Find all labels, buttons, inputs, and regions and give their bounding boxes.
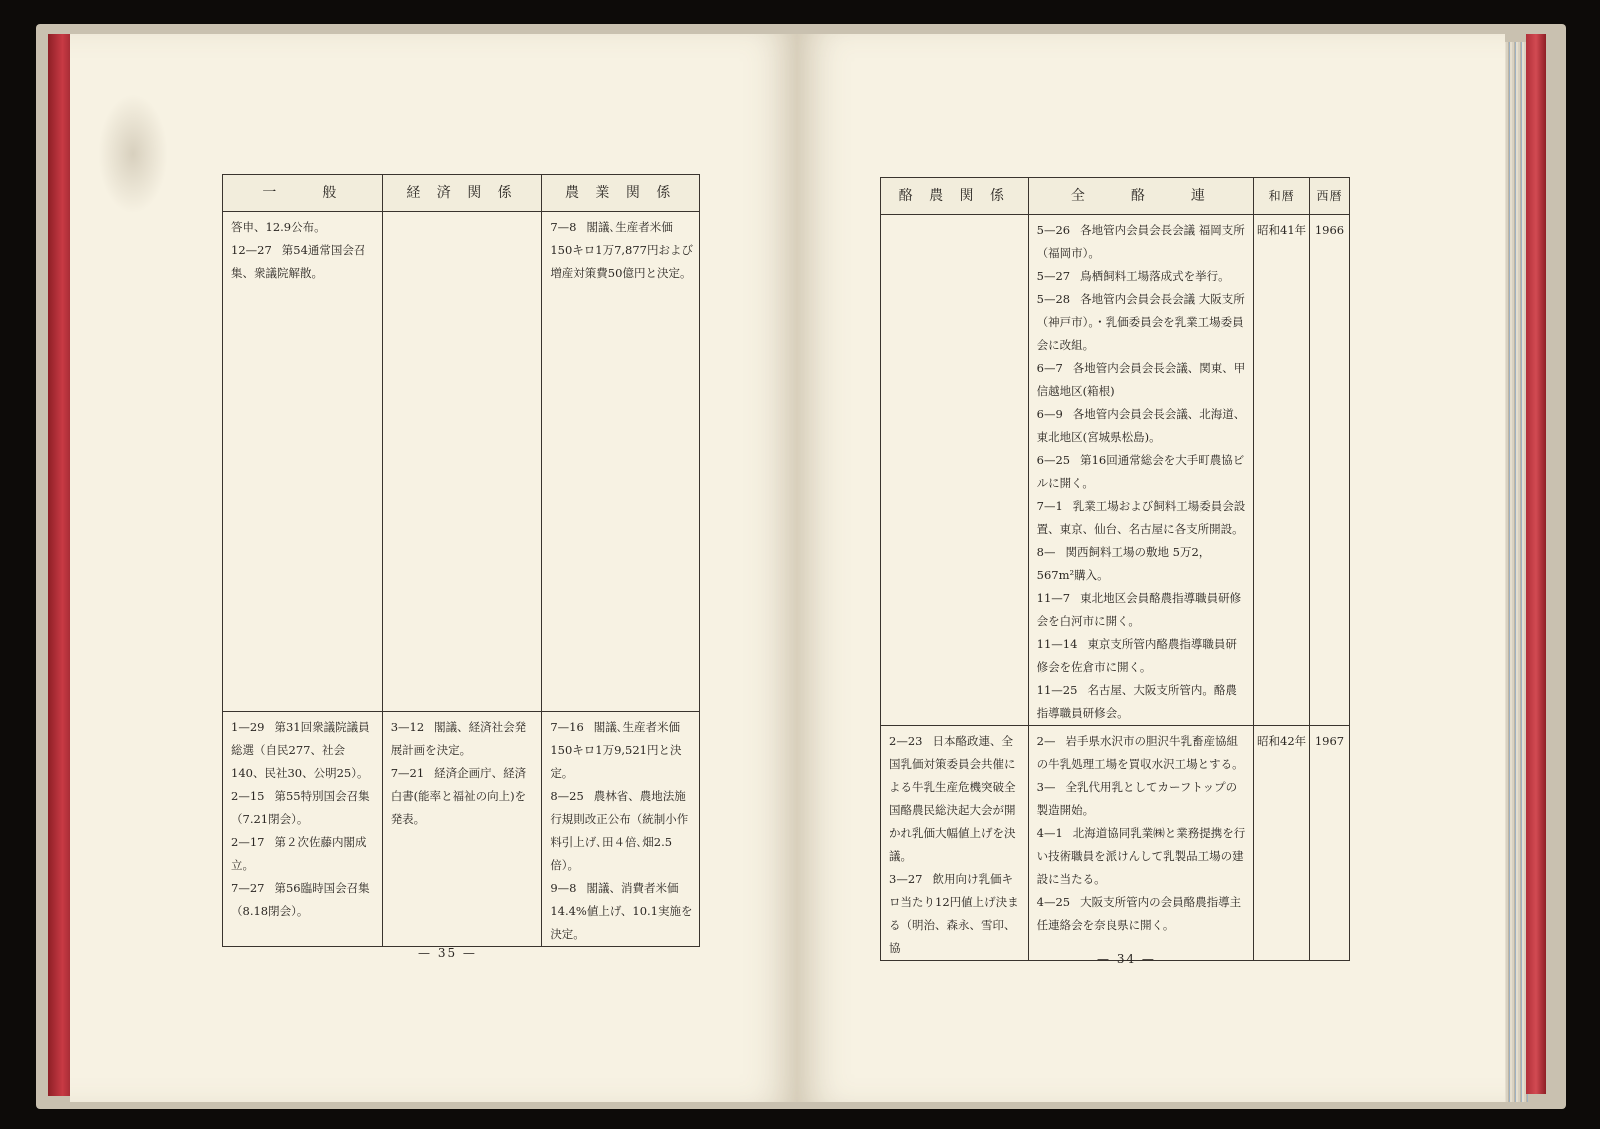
economy-cell (382, 212, 542, 712)
list-item: 8—25 農林省、農地法施行規則改正公布（統制小作料引上げ､田４倍､畑2.5倍）。 (550, 789, 689, 872)
header-dairy: 酪 農 関 係 (881, 178, 1029, 215)
general-cell (223, 212, 383, 712)
list-item: 2—17 第２次佐藤内閣成立。 (231, 835, 367, 872)
list-item: 答申、12.9公布。 (231, 220, 326, 234)
list-item: 5—27 鳥栖飼料工場落成式を挙行。 (1036, 269, 1230, 283)
list-item: 2—15 第55特別国会召集（7.21閉会）。 (231, 789, 370, 826)
list-item: 4—1 北海道協同乳業㈱と業務提携を行い技術職員を派けんして乳製品工場の建設に当たる。 (1036, 826, 1246, 886)
wareki-cell: 昭和42年 (1254, 726, 1310, 961)
seireki-cell: 1966 (1310, 215, 1350, 726)
dairy-cell (881, 726, 1029, 961)
general-cell (223, 712, 383, 947)
list-item: 8— 関西飼料工場の敷地 5万2，567m²購入。 (1036, 545, 1211, 582)
list-item: 3— 全乳代用乳としてカーフトップの製造開始。 (1036, 780, 1238, 817)
list-item: 3—12 閣議、経済社会発展計画を決定。 (390, 720, 527, 757)
list-item: 7—16 閣議､生産者米価150キロ1万9,521円と決定。 (550, 720, 682, 780)
list-item: 2—23 日本酪政連、全国乳価対策委員会共催による牛乳生産危機突破全国酪農民総決起大会が開かれ乳価大幅値上げを決議。 (889, 734, 1016, 863)
header-zenrakuren: 全 酪 連 (1028, 178, 1253, 215)
agriculture-cell (542, 712, 700, 947)
header-seireki: 西暦 (1310, 178, 1350, 215)
list-item: 3—27 飲用向け乳価キロ当たり12円値上げ決まる（明治、森永、雪印、協 (889, 872, 1019, 955)
page-stain (98, 94, 168, 214)
economy-cell (382, 712, 542, 947)
list-item: 6—9 各地管内会員会長会議、北海道、東北地区(宮城県松島)。 (1036, 407, 1246, 444)
list-item: 12—27 第54通常国会召集、衆議院解散。 (231, 243, 366, 280)
list-item: 2— 岩手県水沢市の胆沢牛乳畜産協組の牛乳処理工場を買収水沢工場とする。 (1036, 734, 1244, 771)
left-chronology-table (222, 174, 700, 947)
header-agriculture: 農 業 関 係 (542, 175, 700, 212)
header-wareki: 和暦 (1254, 178, 1310, 215)
right-chronology-table (880, 177, 1350, 961)
dairy-cell (881, 215, 1029, 726)
list-item: 6—7 各地管内会員会長会議、関東、甲信越地区(箱根) (1036, 361, 1246, 398)
page-number: — 34 — (1097, 952, 1156, 966)
zenrakuren-cell (1028, 215, 1253, 726)
right-page (797, 34, 1505, 1102)
seireki-cell: 1967 (1310, 726, 1350, 961)
book-edge-right (1526, 34, 1546, 1094)
list-item: 11—25 名古屋、大阪支所管内。酪農指導職員研修会。 (1036, 683, 1237, 720)
header-general: 一 般 (223, 175, 383, 212)
page-number: — 35 — (418, 946, 477, 960)
list-item: 6—25 第16回通常総会を大手町農協ビルに開く。 (1036, 453, 1245, 490)
list-item: 5—28 各地管内会員会長会議 大阪支所（神戸市）。・乳価委員会を乳業工場委員会に改組。 (1036, 292, 1245, 352)
zenrakuren-cell (1028, 726, 1253, 961)
list-item: 7—27 第56臨時国会召集（8.18閉会）。 (231, 881, 370, 918)
list-item: 4—25 大阪支所管内の会員酪農指導主任連絡会を奈良県に開く。 (1036, 895, 1242, 932)
list-item: 7—1 乳業工場および飼料工場委員会設置、東京、仙台、名古屋に各支所開設。 (1036, 499, 1246, 536)
list-item: 7—8 閣議､生産者米価150キロ1万7,877円および増産対策費50億円と決定。 (550, 220, 694, 280)
list-item: 1—29 第31回衆議院議員総選（自民277、社会140、民社30、公明25）。 (231, 720, 370, 780)
table-row (223, 712, 700, 947)
table-row (881, 215, 1350, 726)
list-item: 7—21 経済企画庁、経済白書(能率と福祉の向上)を発表。 (390, 766, 527, 826)
table-row (223, 212, 700, 712)
agriculture-cell (542, 212, 700, 712)
list-item: 11—14 東京支所管内酪農指導職員研修会を佐倉市に開く。 (1036, 637, 1237, 674)
list-item: 9—8 閣議、消費者米価14.4%値上げ、10.1実施を決定。 (550, 881, 693, 941)
table-row (881, 726, 1350, 961)
wareki-cell: 昭和41年 (1254, 215, 1310, 726)
book-edge-left (48, 34, 72, 1096)
list-item: 5—26 各地管内会員会長会議 福岡支所（福岡市）。 (1036, 223, 1245, 260)
list-item: 11—7 東北地区会員酪農指導職員研修会を白河市に開く。 (1036, 591, 1242, 628)
header-economy: 経 済 関 係 (382, 175, 542, 212)
left-page (70, 34, 797, 1102)
